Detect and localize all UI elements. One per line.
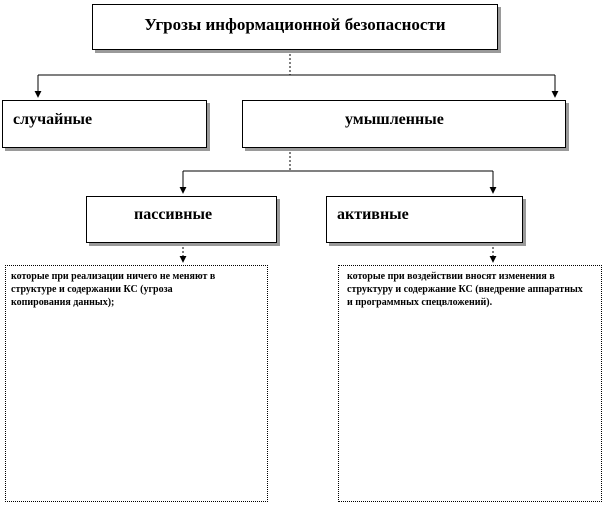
intentional-node: [242, 100, 566, 148]
active-node: [326, 196, 523, 243]
connector-intentional-to-subtypes: [183, 148, 493, 193]
active-description: которые при воздействии вносят изменения в структуру и содержание КС (внедрение аппаратных и программных спецвложений).: [347, 271, 583, 308]
title-node: [92, 4, 498, 50]
passive-node: [86, 196, 277, 243]
passive-description: которые при реализации ничего не меняют в структуре и содержании КС (угроза копирования данных);: [11, 271, 216, 308]
active-label: активные: [337, 206, 409, 223]
title-label: Угрозы информационной безопасности: [144, 15, 446, 34]
passive-description-box: [5, 265, 268, 502]
accidental-node: [2, 100, 207, 148]
accidental-label: случайные: [13, 111, 93, 128]
intentional-label: умышленные: [345, 111, 444, 128]
connector-title-to-types: [38, 50, 555, 97]
passive-label: пассивные: [134, 206, 213, 223]
active-description-box: [338, 265, 602, 502]
